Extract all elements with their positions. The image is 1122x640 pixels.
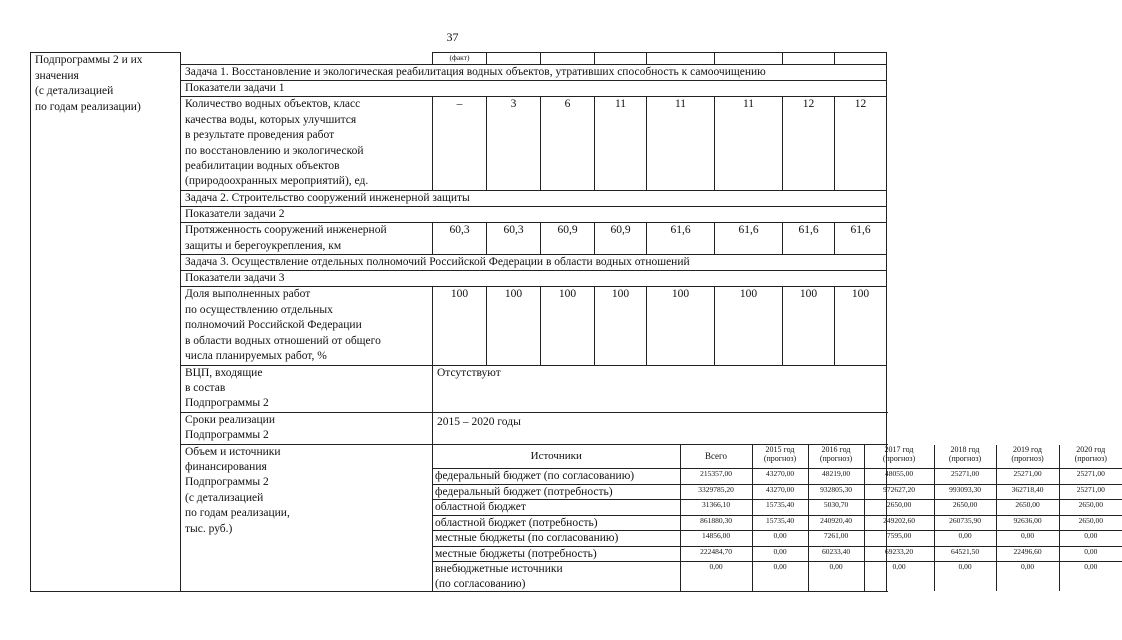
financing-value: 48055,00 <box>864 469 934 485</box>
year-note: (прогноз) <box>948 454 982 464</box>
indicator-line: Доля выполненных работ <box>185 288 311 301</box>
financing-value: 240920,40 <box>808 515 864 531</box>
label-line: ВЦП, входящие <box>185 366 263 379</box>
year-note: (прогноз) <box>763 454 797 464</box>
label-line: по годам реализации, <box>185 507 290 520</box>
financing-value: 0,00 <box>934 531 996 547</box>
financing-value: 2650,00 <box>864 500 934 516</box>
financing-value: 0,00 <box>996 562 1059 592</box>
task2-indicators-label: Показатели задачи 2 <box>181 206 887 222</box>
financing-label <box>181 444 433 592</box>
financing-value: 7261,00 <box>808 531 864 547</box>
financing-value: 222484,70 <box>680 546 752 562</box>
indicator-line: в области водных отношений от общего <box>185 334 381 347</box>
task3-value: 100 <box>647 287 715 365</box>
label-line: в состав <box>185 381 226 394</box>
year-label: 2020 год <box>1076 444 1106 454</box>
vcp-label <box>181 365 433 412</box>
financing-header-year <box>934 445 996 469</box>
task3-value: 100 <box>541 287 595 365</box>
year-label: 2017 год <box>884 444 914 454</box>
financing-value: 5030,70 <box>808 500 864 516</box>
source-line: внебюджетные источники <box>435 563 563 576</box>
financing-data-row <box>433 469 1122 485</box>
financing-value: 22496,60 <box>996 546 1059 562</box>
financing-value: 43270,00 <box>752 469 808 485</box>
indicator-line: по восстановлению и экологической <box>185 144 364 157</box>
year-note: (прогноз) <box>1011 454 1044 464</box>
header-fact: (факт) <box>433 53 487 65</box>
financing-value: 2650,00 <box>1059 515 1122 531</box>
header-cell <box>595 53 647 65</box>
year-note: (прогноз) <box>1074 454 1107 464</box>
financing-source: областной бюджет <box>433 500 680 516</box>
task1-value: – <box>433 97 487 190</box>
task3-value: 100 <box>783 287 835 365</box>
financing-source: федеральный бюджет (потребность) <box>433 484 680 500</box>
header-cell <box>835 53 887 65</box>
terms-value: 2015 – 2020 годы <box>433 412 887 444</box>
financing-header-year <box>808 445 864 469</box>
financing-source: местные бюджеты (по согласованию) <box>433 531 680 547</box>
label-line: Подпрограммы 2 <box>185 476 269 489</box>
task2-value: 60,3 <box>487 223 541 255</box>
task1-value: 3 <box>487 97 541 190</box>
label-line: (с детализацией <box>35 85 114 97</box>
task2-value: 60,3 <box>433 223 487 255</box>
financing-value: 0,00 <box>864 562 934 592</box>
indicator-line: полномочий Российской Федерации <box>185 319 362 332</box>
financing-value: 43270,00 <box>752 484 808 500</box>
task2-value: 61,6 <box>715 223 783 255</box>
header-row <box>31 53 887 65</box>
financing-data-row <box>433 515 1122 531</box>
financing-value: 932805,30 <box>808 484 864 500</box>
financing-data-row <box>433 562 1122 592</box>
financing-value: 0,00 <box>1059 531 1122 547</box>
financing-header-year <box>1059 445 1122 469</box>
financing-value: 31366,10 <box>680 500 752 516</box>
label-line: Объем и источники <box>185 445 281 458</box>
financing-value: 48219,00 <box>808 469 864 485</box>
task2-value: 60,9 <box>541 223 595 255</box>
indicator-line: реабилитации водных объектов <box>185 160 340 173</box>
financing-value: 7595,00 <box>864 531 934 547</box>
financing-value: 260735,90 <box>934 515 996 531</box>
financing-value: 25271,00 <box>1059 484 1122 500</box>
indicator-line: в результате проведения работ <box>185 129 335 142</box>
financing-value: 15735,40 <box>752 500 808 516</box>
task1-value: 11 <box>715 97 783 190</box>
financing-header-total: Всего <box>680 445 752 469</box>
task1-indicator <box>181 97 433 190</box>
task1-value: 12 <box>783 97 835 190</box>
financing-value: 0,00 <box>996 531 1059 547</box>
financing-table <box>433 445 1122 592</box>
task1-value: 11 <box>647 97 715 190</box>
financing-value: 2650,00 <box>934 500 996 516</box>
task2-indicator <box>181 223 433 255</box>
year-label: 2018 год <box>950 444 980 454</box>
label-line: по годам реализации) <box>35 100 141 113</box>
financing-value: 3329785,20 <box>680 484 752 500</box>
subprogram-values-label <box>31 53 181 592</box>
financing-value: 0,00 <box>752 546 808 562</box>
task1-value: 11 <box>595 97 647 190</box>
financing-value: 215357,00 <box>680 469 752 485</box>
task3-value: 100 <box>433 287 487 365</box>
task3-title: Задача 3. Осуществление отдельных полномочий Российской Федерации в области водных отношений <box>181 255 887 271</box>
task3-value: 100 <box>835 287 887 365</box>
financing-cell <box>433 444 1107 592</box>
indicator-line: числа планируемых работ, % <box>185 350 327 363</box>
header-empty <box>181 53 433 65</box>
indicator-line: Протяженность сооружений инженерной <box>185 224 387 237</box>
header-cell <box>541 53 595 65</box>
financing-header-year <box>752 445 808 469</box>
label-line: тыс. руб.) <box>185 522 233 535</box>
financing-data-row <box>433 500 1122 516</box>
financing-value: 25271,00 <box>1059 469 1122 485</box>
terms-label <box>181 412 433 444</box>
task2-title: Задача 2. Строительство сооружений инженерной защиты <box>181 190 887 206</box>
financing-value: 249202,60 <box>864 515 934 531</box>
task2-value: 61,6 <box>647 223 715 255</box>
financing-value: 0,00 <box>934 562 996 592</box>
header-cell <box>715 53 783 65</box>
financing-value: 2650,00 <box>1059 500 1122 516</box>
financing-value: 60233,40 <box>808 546 864 562</box>
financing-data-row <box>433 484 1122 500</box>
financing-source: местные бюджеты (потребность) <box>433 546 680 562</box>
year-label: 2016 год <box>821 444 851 454</box>
indicator-line: защиты и берегоукрепления, км <box>185 239 342 252</box>
label-line: Подпрограммы 2 <box>185 397 269 410</box>
financing-value: 993093,30 <box>934 484 996 500</box>
source-line: (по согласованию) <box>435 577 526 590</box>
financing-value: 362718,40 <box>996 484 1059 500</box>
financing-value: 14856,00 <box>680 531 752 547</box>
page-number: 37 <box>446 30 459 44</box>
financing-value: 861880,30 <box>680 515 752 531</box>
label-line: значения <box>35 69 79 82</box>
task2-value: 61,6 <box>783 223 835 255</box>
task2-value: 61,6 <box>835 223 887 255</box>
financing-value: 25271,00 <box>934 469 996 485</box>
financing-value: 2650,00 <box>996 500 1059 516</box>
financing-data-row <box>433 531 1122 547</box>
financing-value: 15735,40 <box>752 515 808 531</box>
financing-header-year <box>996 445 1059 469</box>
task3-value: 100 <box>715 287 783 365</box>
year-note: (прогноз) <box>882 454 916 464</box>
year-label: 2015 год <box>765 444 795 454</box>
financing-value: 64521,50 <box>934 546 996 562</box>
task3-indicators-label: Показатели задачи 3 <box>181 271 887 287</box>
year-label: 2019 год <box>1013 444 1042 454</box>
indicator-line: (природоохранных мероприятий), ед. <box>185 175 369 188</box>
label-line: Подпрограммы 2 и их <box>35 54 143 66</box>
label-line: Сроки реализации <box>185 413 275 426</box>
task1-value: 12 <box>835 97 887 190</box>
indicator-line: Количество водных объектов, класс <box>185 98 361 111</box>
financing-header-sources: Источники <box>433 445 680 469</box>
financing-value: 0,00 <box>752 562 808 592</box>
task1-title: Задача 1. Восстановление и экологическая реабилитация водных объектов, утративших способность к самоочищению <box>181 65 887 81</box>
financing-value: 0,00 <box>680 562 752 592</box>
financing-value: 25271,00 <box>996 469 1059 485</box>
financing-source <box>433 562 680 592</box>
financing-data-row <box>433 546 1122 562</box>
indicator-line: по осуществлению отдельных <box>185 303 333 316</box>
financing-source: областной бюджет (потребность) <box>433 515 680 531</box>
header-cell <box>647 53 715 65</box>
task3-value: 100 <box>487 287 541 365</box>
financing-value: 92636,00 <box>996 515 1059 531</box>
task3-indicator <box>181 287 433 365</box>
label-line: (с детализацией <box>185 491 264 504</box>
task1-indicators-label: Показатели задачи 1 <box>181 81 887 97</box>
financing-header-row <box>433 445 1122 469</box>
financing-value: 0,00 <box>1059 546 1122 562</box>
financing-value: 972627,20 <box>864 484 934 500</box>
header-cell <box>487 53 541 65</box>
vcp-value: Отсутствуют <box>433 365 887 412</box>
subprogram-passport-table <box>30 52 1107 592</box>
year-note: (прогноз) <box>819 454 853 464</box>
financing-header-year <box>864 445 934 469</box>
financing-value: 0,00 <box>808 562 864 592</box>
task1-value: 6 <box>541 97 595 190</box>
label-line: финансирования <box>185 460 267 473</box>
header-cell <box>783 53 835 65</box>
label-line: Подпрограммы 2 <box>185 429 269 442</box>
financing-source: федеральный бюджет (по согласованию) <box>433 469 680 485</box>
indicator-line: качества воды, которых улучшится <box>185 113 357 126</box>
financing-value: 0,00 <box>1059 562 1122 592</box>
financing-value: 0,00 <box>752 531 808 547</box>
task3-value: 100 <box>595 287 647 365</box>
task2-value: 60,9 <box>595 223 647 255</box>
financing-value: 69233,20 <box>864 546 934 562</box>
